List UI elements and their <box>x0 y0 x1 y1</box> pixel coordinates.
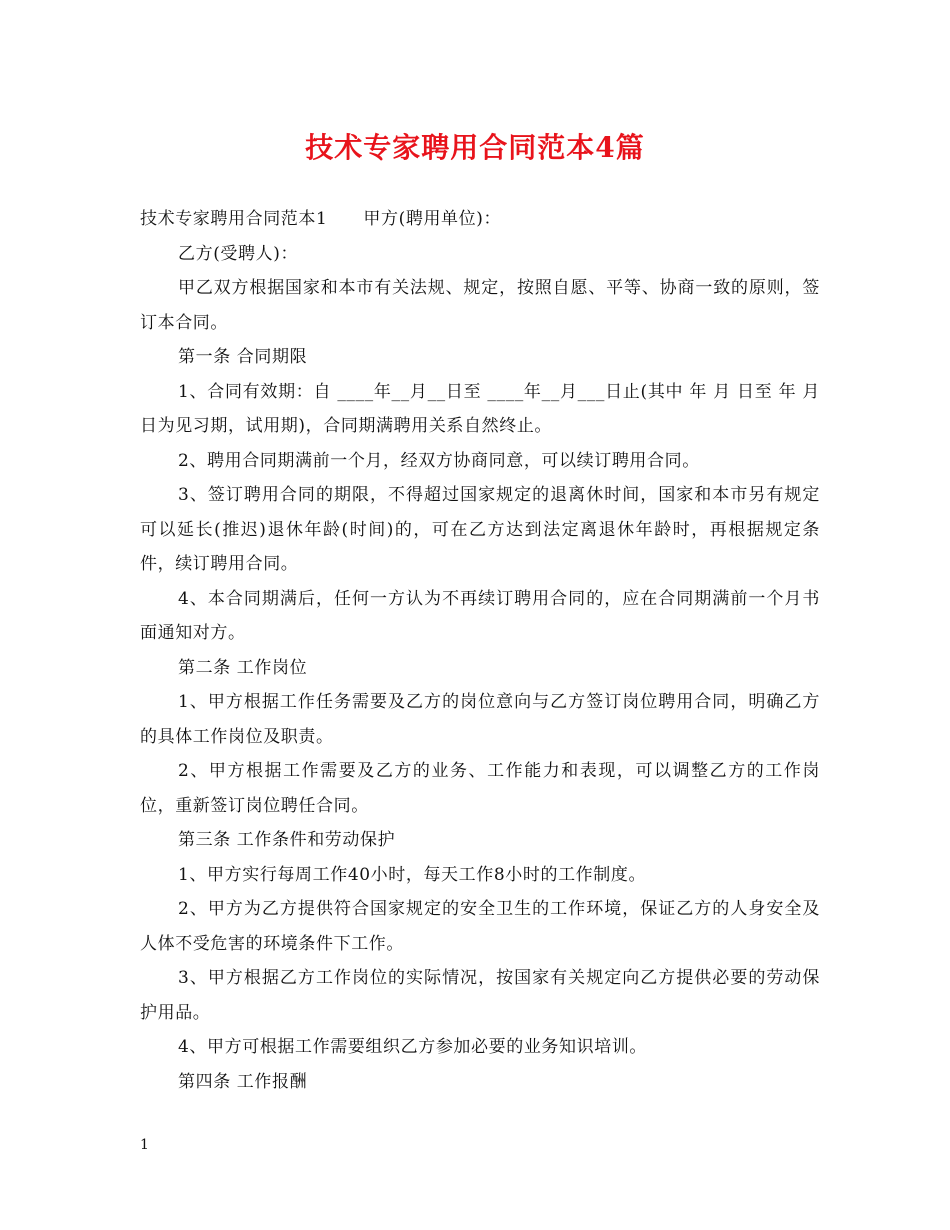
document-body <box>140 202 820 1099</box>
paragraph: 2、甲方为乙方提供符合国家规定的安全卫生的工作环境，保证乙方的人身安全及人体不受危害的环境条件下工作。 <box>140 899 820 954</box>
paragraph: 2、甲方根据工作需要及乙方的业务、工作能力和表现，可以调整乙方的工作岗位，重新签订岗位聘任合同。 <box>140 761 820 816</box>
article-heading: 第二条 工作岗位 <box>178 657 308 678</box>
paragraph: 3、甲方根据乙方工作岗位的实际情况，按国家有关规定向乙方提供必要的劳动保护用品。 <box>140 968 820 1023</box>
intro-line-left: 技术专家聘用合同范本1 <box>140 209 328 229</box>
page-number: 1 <box>140 1137 149 1153</box>
paragraph: 1、甲方实行每周工作40小时，每天工作8小时的工作制度。 <box>178 864 647 885</box>
paragraph: 3、签订聘用合同的期限，不得超过国家规定的退离休时间，国家和本市另有规定可以延长(推迟)退休年龄(时间)的，可在乙方达到法定离退休年龄时，再根据规定条件，续订聘用合同。 <box>140 485 820 574</box>
paragraph: 1、合同有效期：自 ____年__月__日至 ____年__月___日止(其中 年 月 日至 年 月 日为见习期，试用期)，合同期满聘用关系自然终止。 <box>140 381 820 436</box>
paragraph: 1、甲方根据工作任务需要及乙方的岗位意向与乙方签订岗位聘用合同，明确乙方的具体工作岗位及职责。 <box>140 692 820 747</box>
paragraph: 2、聘用合同期满前一个月，经双方协商同意，可以续订聘用合同。 <box>178 450 700 471</box>
paragraph: 4、本合同期满后，任何一方认为不再续订聘用合同的，应在合同期满前一个月书面通知对方。 <box>140 588 820 643</box>
paragraph-preamble: 甲乙双方根据国家和本市有关法规、规定，按照自愿、平等、协商一致的原则，签订本合同。 <box>140 278 820 333</box>
article-heading: 第三条 工作条件和劳动保护 <box>178 830 396 850</box>
party-b-line: 乙方(受聘人)： <box>178 243 299 264</box>
paragraph: 4、甲方可根据工作需要组织乙方参加必要的业务知识培训。 <box>178 1037 648 1057</box>
intro-line <box>140 202 820 237</box>
article-heading: 第四条 工作报酬 <box>178 1071 308 1092</box>
document-title: 技术专家聘用合同范本4篇 <box>305 131 645 164</box>
intro-line-right: 甲方(聘用单位)： <box>363 209 502 229</box>
article-heading: 第一条 合同期限 <box>178 347 308 367</box>
